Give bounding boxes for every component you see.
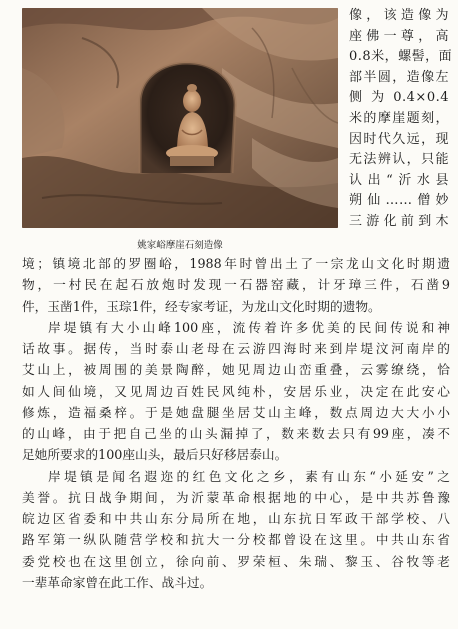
body-line: 皖边区省委和中共山东分局所在地，山东抗日军政干部学校、八 bbox=[22, 511, 450, 526]
body-line: 修炼，造福桑梓。于是她盘腿坐居艾山主峰，数点周边大大小小 bbox=[22, 404, 450, 420]
body-line: 美誉。抗日战争期间，为沂蒙革命根据地的中心，是中共苏鲁豫 bbox=[22, 489, 450, 505]
paragraph-start: 岸堤镇是闻名遐迩的红色文化之乡，素有山东“小延安”之 bbox=[48, 468, 450, 484]
figure bbox=[22, 8, 338, 253]
side-text-column bbox=[349, 6, 453, 233]
figure-caption: 姚家峪摩崖石刻造像 bbox=[137, 240, 223, 251]
body-line: 境；镇境北部的罗圈峪，1988年时曾出土了一宗龙山文化时期遗 bbox=[22, 256, 450, 271]
body-line: 话故事。据传，当时泰山老母在云游四海时来到岸堤汶河南岸的 bbox=[22, 341, 450, 356]
paragraph-start: 岸堤镇有大小山峰100座，流传着许多优美的民间传说和神 bbox=[48, 319, 450, 335]
side-line: 朔仙……僧妙 bbox=[349, 193, 449, 209]
body-line: 一辈革命家曾在此工作、战斗过。 bbox=[22, 574, 213, 590]
body-line: 物，一村民在起石放炮时发现一石器窑藏，计牙璋三件，石凿9 bbox=[22, 277, 450, 293]
side-line: 认出“沂水县 bbox=[349, 172, 449, 188]
body-line: 件，玉凿1件，玉琮1件，经专家考证，为龙山文化时期的遗物。 bbox=[22, 298, 381, 314]
body-line: 足她所要求的100座山头，最后只好移居泰山。 bbox=[22, 447, 288, 463]
side-line: 座佛一尊，高 bbox=[349, 28, 449, 44]
side-line: 无法辨认，只能 bbox=[349, 152, 449, 168]
rock-carving-photo bbox=[22, 8, 338, 228]
side-line: 像，该造像为 bbox=[349, 8, 449, 23]
body-line: 委党校也在这里创立，徐向前、罗荣桓、朱瑞、黎玉、谷牧等老 bbox=[22, 553, 450, 569]
side-line: 侧为0.4×0.4 bbox=[349, 90, 449, 106]
side-line: 0.8米，螺髻，面 bbox=[349, 49, 453, 65]
side-line: 因时代久远，现 bbox=[349, 131, 449, 147]
body-line: 艾山上，被周围的美景陶醉，她见周边山峦重叠，云雾缭绕，恰 bbox=[22, 362, 450, 378]
main-text bbox=[22, 253, 450, 593]
body-line: 路军第一纵队随营学校和抗大一分校都曾设在这里。中共山东省 bbox=[22, 532, 450, 548]
body-line: 的山峰，由于把自己坐的山头漏掉了，数来数去只有99座，凑不 bbox=[22, 426, 450, 441]
body-line: 如人间仙境，又见周边百姓民风纯朴，安居乐业，决定在此安心 bbox=[22, 383, 450, 399]
side-line: 米的摩崖题刻， bbox=[349, 110, 449, 126]
side-line: 部半圆，造像左 bbox=[349, 69, 449, 85]
side-line: 三游化前到木 bbox=[349, 213, 449, 229]
